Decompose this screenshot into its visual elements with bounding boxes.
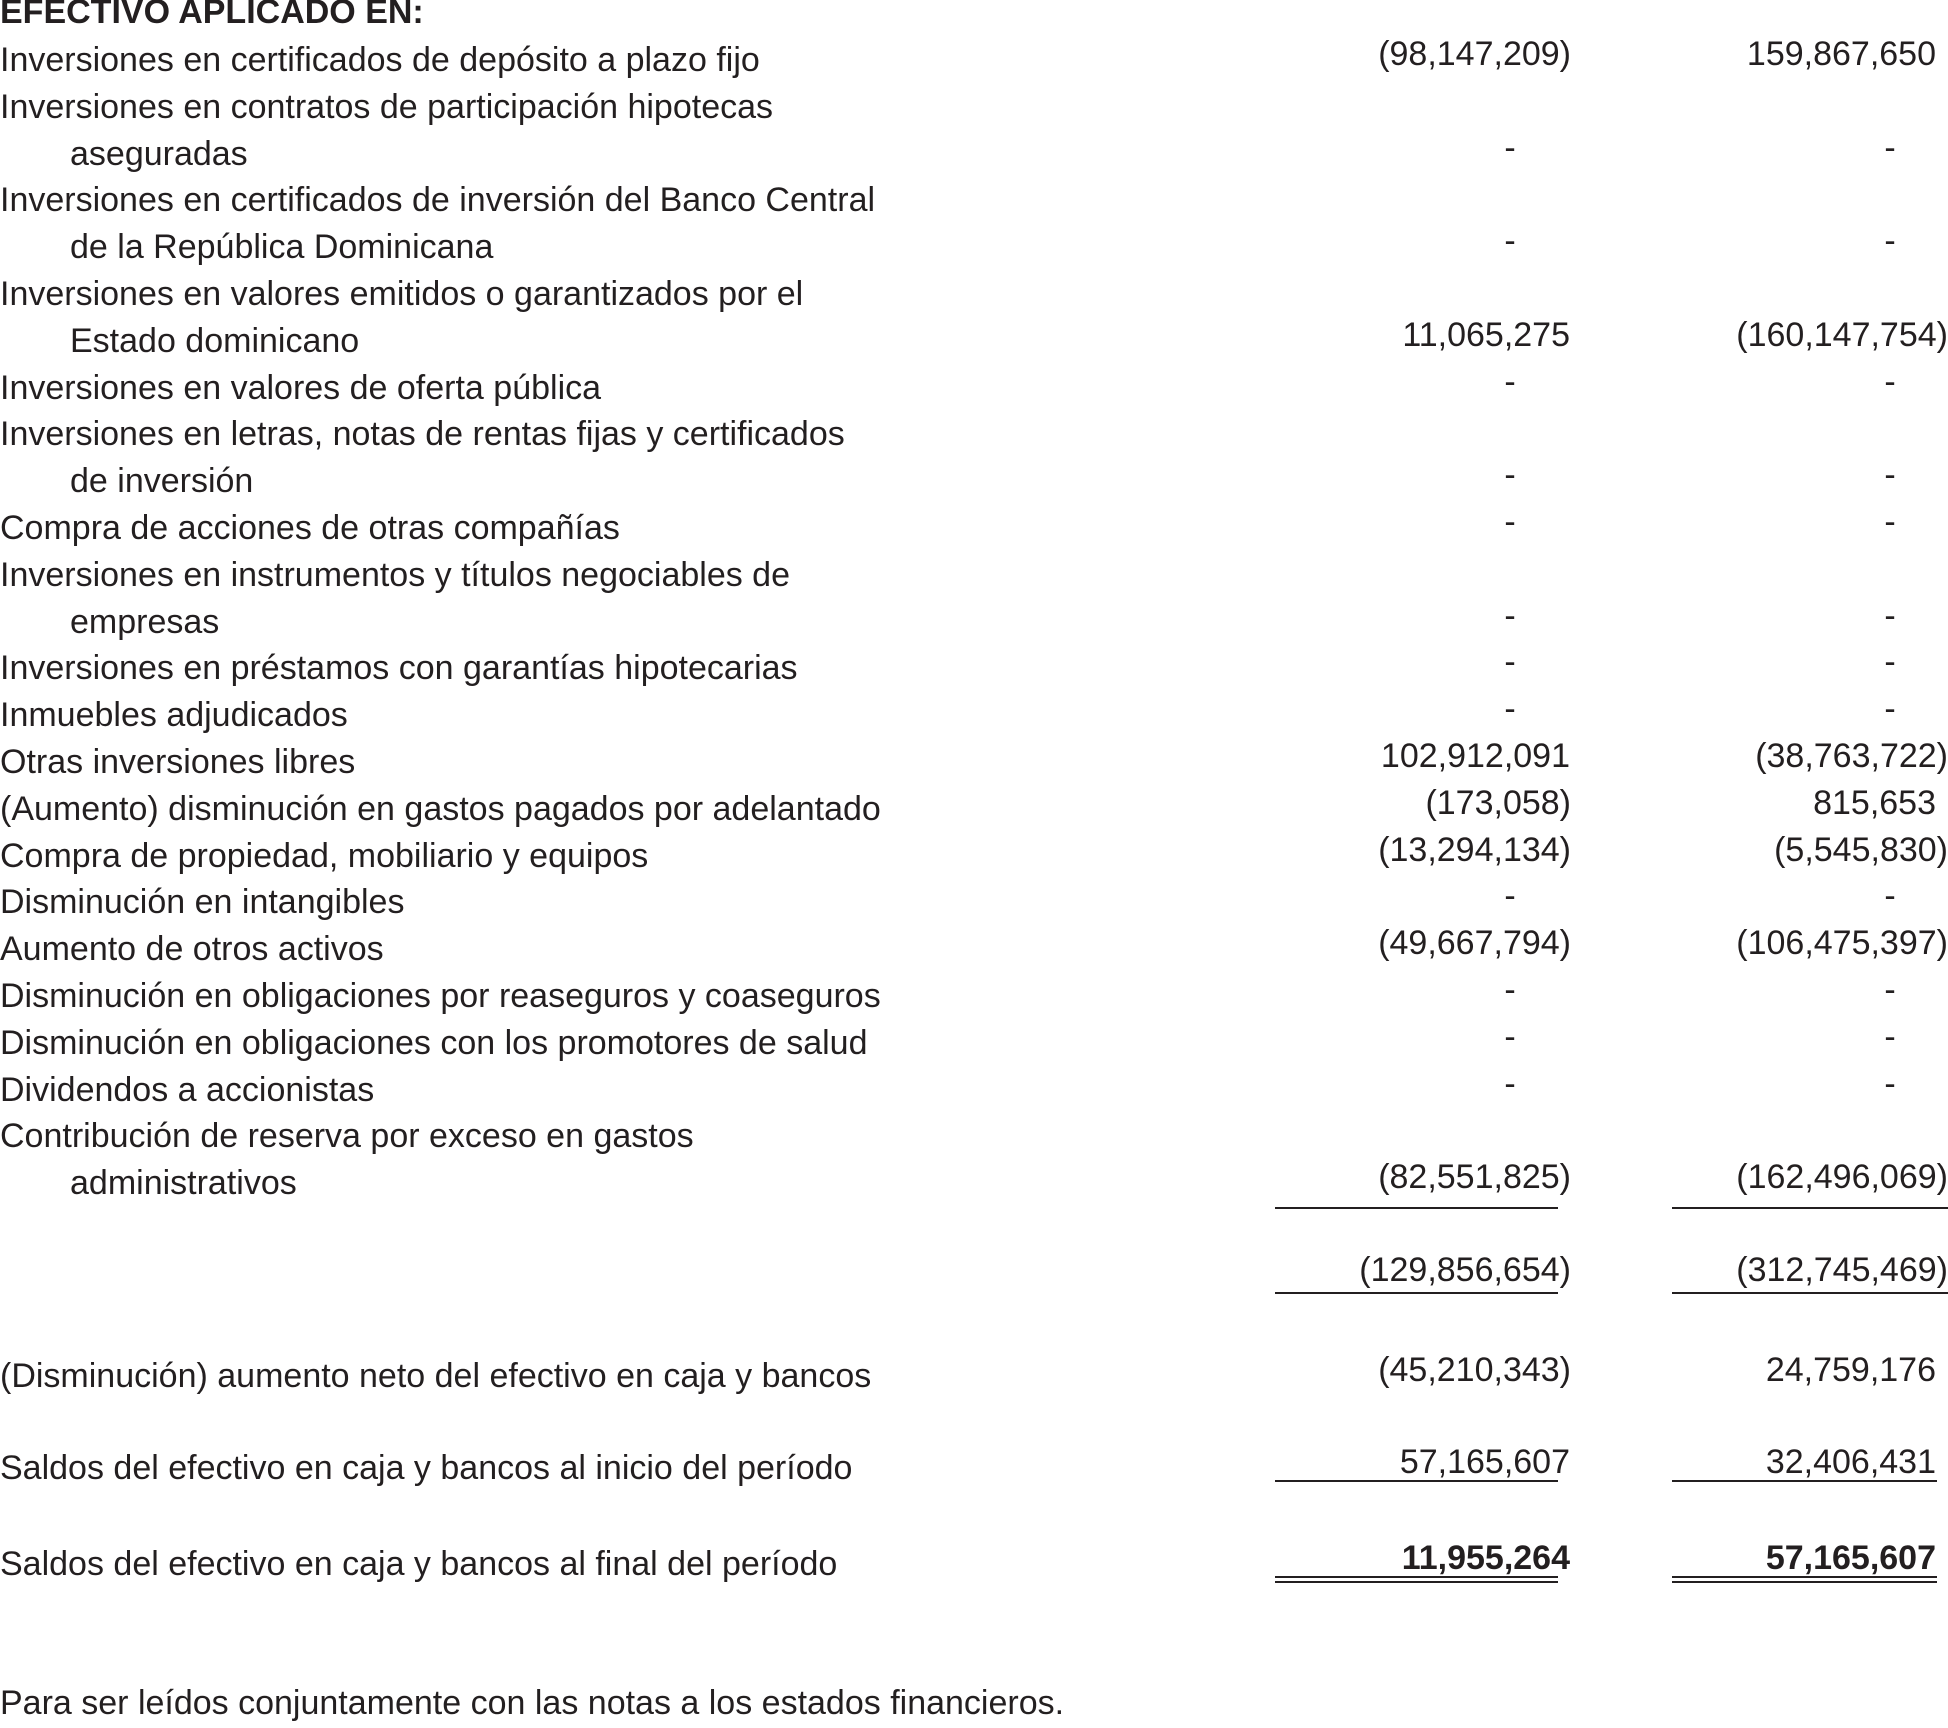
row-label: Otras inversiones libres <box>0 743 356 781</box>
underline-rule <box>1672 1480 1937 1482</box>
value-current: (82,551,825) <box>1378 1158 1571 1197</box>
value-current: - <box>1504 503 1516 541</box>
subtotal-current: (129,856,654) <box>1359 1251 1571 1289</box>
underline-rule <box>1672 1292 1948 1294</box>
value-prior: - <box>1884 128 1896 167</box>
row-label: Disminución en obligaciones con los promotores de salud <box>0 1023 868 1062</box>
value-current: - <box>1504 362 1516 401</box>
value-prior: - <box>1884 1017 1896 1056</box>
row-label: Inversiones en certificados de inversión del Banco Central <box>0 181 876 220</box>
row-label: Inversiones en valores de oferta pública <box>0 368 602 407</box>
value-current: - <box>1504 128 1516 167</box>
net-change-prior: 24,759,176 <box>1765 1351 1936 1389</box>
underline-rule <box>1672 1207 1948 1209</box>
value-prior: - <box>1884 877 1896 916</box>
value-current: - <box>1504 222 1516 261</box>
row-label: Aumento de otros activos <box>0 930 384 969</box>
value-prior: - <box>1884 1064 1896 1103</box>
row-label: Inmuebles adjudicados <box>0 696 348 735</box>
closing-balance-prior: 57,165,607 <box>1765 1539 1936 1577</box>
row-label: (Aumento) disminución en gastos pagados por adelantado <box>0 789 881 828</box>
row-label: Compra de acciones de otras compañías <box>0 509 620 547</box>
row-label: Disminución en obligaciones por reaseguros y coaseguros <box>0 977 881 1015</box>
value-prior: (162,496,069) <box>1736 1158 1948 1197</box>
row-label: Inversiones en contratos de participación hipotecas <box>0 87 774 126</box>
value-current: (49,667,794) <box>1378 924 1571 963</box>
value-current: - <box>1504 1017 1516 1056</box>
row-label: empresas <box>70 602 220 641</box>
row-label: Contribución de reserva por exceso en gastos <box>0 1117 694 1156</box>
row-label: Estado dominicano <box>70 321 360 360</box>
footnote: Para ser leídos conjuntamente con las notas a los estados financieros. <box>0 1684 1065 1722</box>
value-current: - <box>1504 971 1516 1009</box>
value-current: (173,058) <box>1425 783 1571 822</box>
value-prior: - <box>1884 456 1896 495</box>
row-label: Disminución en intangibles <box>0 883 405 922</box>
underline-rule <box>1275 1207 1558 1209</box>
opening-balance-current: 57,165,607 <box>1399 1443 1570 1481</box>
row-label: Inversiones en préstamos con garantías hipotecarias <box>0 649 798 688</box>
row-label: de la República Dominicana <box>70 228 494 267</box>
value-prior: (160,147,754) <box>1736 315 1948 354</box>
value-prior: (5,545,830) <box>1774 830 1948 869</box>
subtotal-prior: (312,745,469) <box>1736 1251 1948 1289</box>
row-label: Compra de propiedad, mobiliario y equipos <box>0 836 649 875</box>
row-label: administrativos <box>70 1164 297 1203</box>
value-current: 11,065,275 <box>1402 315 1570 354</box>
value-current: - <box>1504 1064 1516 1103</box>
row-label: Inversiones en certificados de depósito a plazo fijo <box>0 41 760 79</box>
opening-balance-label: Saldos del efectivo en caja y bancos al inicio del período <box>0 1449 853 1487</box>
row-label: de inversión <box>70 462 254 501</box>
row-label: Dividendos a accionistas <box>0 1070 375 1109</box>
opening-balance-prior: 32,406,431 <box>1765 1443 1936 1481</box>
section-heading: EFECTIVO APLICADO EN: <box>0 0 424 31</box>
value-prior: - <box>1884 643 1896 682</box>
value-prior: (38,763,722) <box>1755 737 1948 775</box>
value-prior: - <box>1884 222 1896 261</box>
value-current: 102,912,091 <box>1380 737 1570 775</box>
value-prior: - <box>1884 596 1896 635</box>
value-current: (13,294,134) <box>1378 830 1571 869</box>
closing-balance-current: 11,955,264 <box>1401 1539 1570 1577</box>
double-underline-rule <box>1672 1576 1937 1583</box>
value-current: - <box>1504 690 1516 729</box>
value-prior: 815,653 <box>1813 783 1936 822</box>
value-current: (98,147,209) <box>1378 35 1571 73</box>
value-prior: - <box>1884 503 1896 541</box>
double-underline-rule <box>1275 1576 1558 1583</box>
value-current: - <box>1504 877 1516 916</box>
net-change-current: (45,210,343) <box>1378 1351 1571 1389</box>
net-change-label: (Disminución) aumento neto del efectivo en caja y bancos <box>0 1357 872 1395</box>
underline-rule <box>1275 1292 1558 1294</box>
value-prior: - <box>1884 971 1896 1009</box>
value-prior: (106,475,397) <box>1736 924 1948 963</box>
closing-balance-label: Saldos del efectivo en caja y bancos al final del período <box>0 1545 838 1583</box>
value-prior: - <box>1884 362 1896 401</box>
value-prior: - <box>1884 690 1896 729</box>
value-prior: 159,867,650 <box>1746 35 1936 73</box>
value-current: - <box>1504 456 1516 495</box>
value-current: - <box>1504 596 1516 635</box>
underline-rule <box>1275 1480 1558 1482</box>
row-label: aseguradas <box>70 134 248 173</box>
row-label: Inversiones en letras, notas de rentas fijas y certificados <box>0 415 845 454</box>
value-current: - <box>1504 643 1516 682</box>
row-label: Inversiones en instrumentos y títulos negociables de <box>0 555 791 594</box>
row-label: Inversiones en valores emitidos o garantizados por el <box>0 275 804 313</box>
